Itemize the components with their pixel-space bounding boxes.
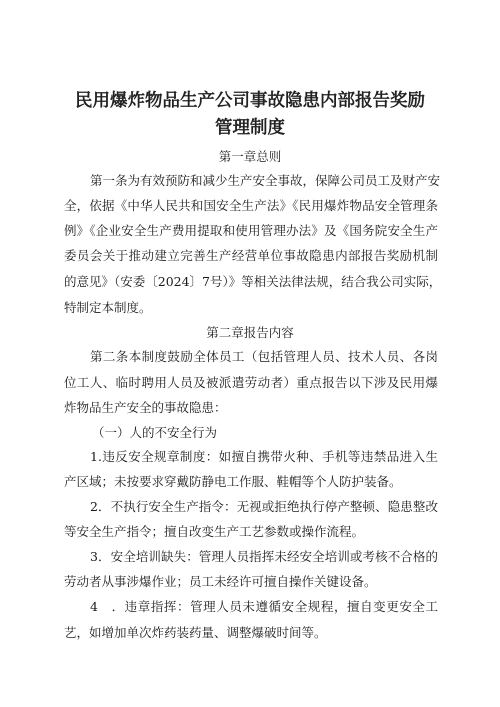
item-1-line: 产区域；未按要求穿戴防静电工作服、鞋帽等个人防护装备。 [64,474,402,489]
article-1-line: 例》《企业安全生产费用提取和使用管理办法》及《国务院安全生产 [64,223,438,238]
article-1-line: 全，依据《中华人民共和国安全生产法》《民用爆炸物品安全管理条 [64,198,438,213]
article-1-line: 的意见》（安委〔2024〕7号）》等相关法律法规，结合我公司实际， [64,274,442,289]
item-4-line: 4 ．违章指挥：管理人员未遵循安全规程，擅自变更安全工 [90,599,438,614]
chapter-2-heading: 第二章报告内容 [206,325,294,340]
item-3-line: 3．安全培训缺失：管理人员指挥未经安全培训或考核不合格的 [90,549,438,564]
document-title-line-2: 管理制度 [215,118,285,138]
article-2-line: 炸物品生产安全的事故隐患： [64,400,227,415]
item-2-line: 2．不执行安全生产指令：无视或拒绝执行停产整顿、隐患整改 [90,499,438,514]
chapter-1-heading: 第一章总则 [218,149,282,164]
item-3-line: 劳动者从事涉爆作业；员工未经许可擅自操作关键设备。 [64,574,377,589]
article-1-line: 第一条为有效预防和减少生产安全事故，保障公司员工及财产安 [90,173,441,188]
item-4-line: 艺，如增加单次炸药装药量、调整爆破时间等。 [64,625,327,640]
article-1-line: 委员会关于推动建立完善生产经营单位事故隐患内部报告奖励机制 [64,248,438,263]
section-1-heading: （一）人的不安全行为 [92,425,218,440]
item-1-line: 1.违反安全规章制度：如擅自携带火种、手机等违禁品进入生 [90,449,438,464]
document-title-line-1: 民用爆炸物品生产公司事故隐患内部报告奖励 [75,91,425,111]
item-2-line: 等安全生产指令；擅自改变生产工艺参数或操作流程。 [64,524,365,539]
article-2-line: 第二条本制度鼓励全体员工（包括管理人员、技术人员、各岗 [90,349,438,364]
article-1-line: 特制定本制度。 [64,300,152,315]
article-2-line: 位工人、临时聘用人员及被派遣劳动者）重点报告以下涉及民用爆 [64,375,438,390]
